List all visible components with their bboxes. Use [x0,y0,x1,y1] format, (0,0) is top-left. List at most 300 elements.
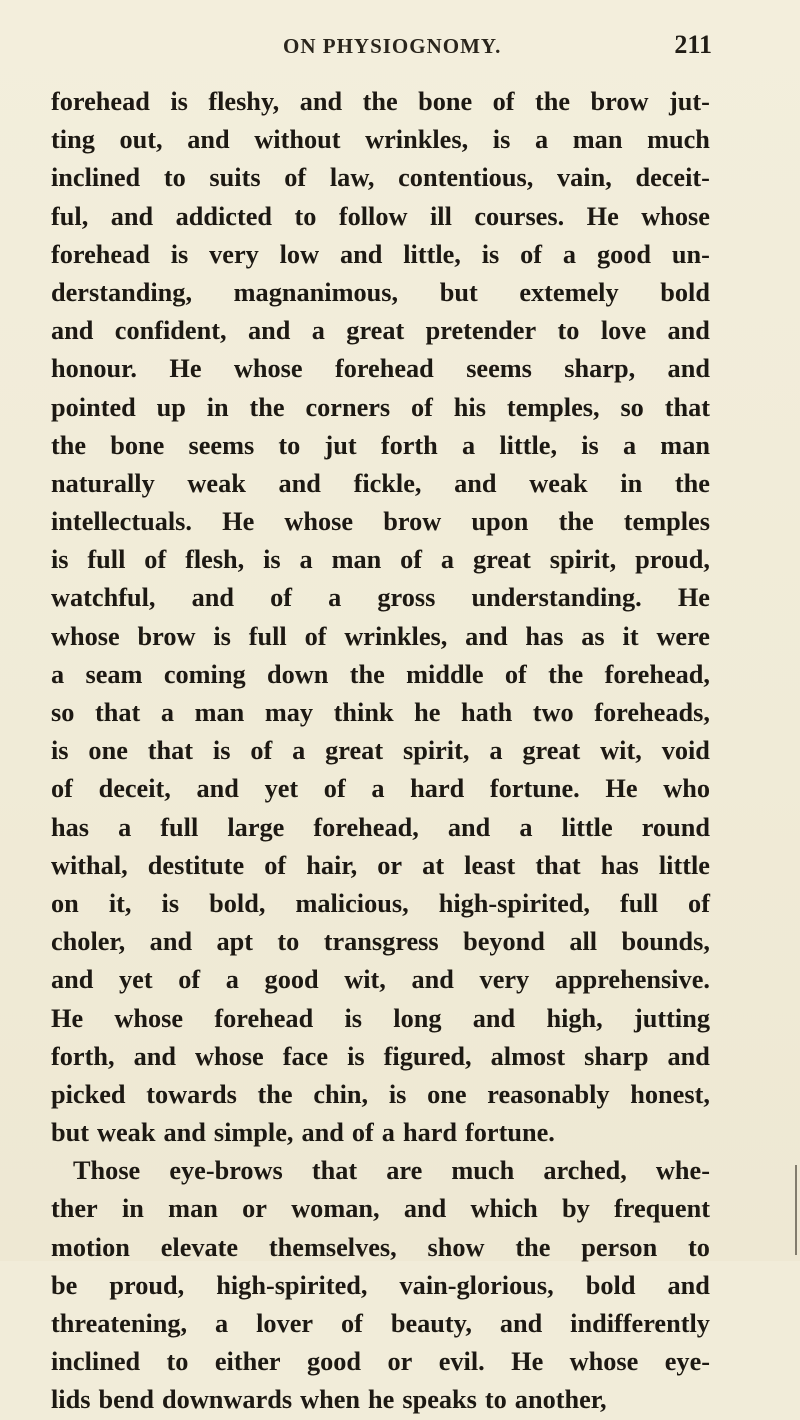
word: great [522,736,581,766]
word: ting [51,125,95,155]
word: void [661,736,710,766]
word: round [641,812,710,842]
word: he [414,698,441,727]
word: that [94,698,141,727]
page-number: 211 [674,30,712,59]
word: pretender [425,316,537,346]
word: vain, [556,163,612,193]
word: lids [51,1385,91,1415]
word: bold [660,277,710,307]
word: He [51,1003,84,1033]
word: bone [110,430,165,460]
word: the [51,430,87,460]
word: forehead [214,1003,314,1033]
word: and [149,927,193,957]
word: elevate [160,1232,239,1262]
word: wit, [344,965,386,995]
word: bounds, [621,927,710,957]
word: bold [585,1270,636,1300]
word: on [51,888,79,918]
word: hair, [306,850,358,880]
word: arched, [543,1156,627,1186]
word: courses. [474,201,565,231]
word: little, [499,430,558,460]
word: is [263,545,281,575]
word: full [620,888,658,918]
word: forehead, [313,812,419,842]
text-line [51,1114,710,1152]
word: deceit, [98,774,171,804]
word: magnanimous, [233,277,399,307]
word: of [340,1309,363,1338]
word: jut [324,430,357,460]
word: yet [119,965,153,995]
word: and [110,201,154,231]
word: and [299,87,343,116]
word: choler, [51,927,126,957]
word: a [311,316,325,346]
word: whose [114,1003,184,1033]
word: a [160,698,174,727]
word: of [504,659,527,689]
word: whose [195,1041,264,1071]
word: law, [329,163,375,193]
word: and [247,316,291,346]
word: He [511,1347,544,1377]
word: threatening, [51,1309,188,1338]
word: high, [546,1003,603,1033]
text-line [51,1343,710,1381]
word: good [264,965,319,995]
word: honest, [630,1079,710,1109]
text-line [51,1190,710,1228]
word: be [51,1270,78,1300]
word: wit, [600,736,642,766]
word: or [377,850,403,880]
word: has [51,812,90,842]
word: is [51,545,69,575]
word: little [561,812,613,842]
word: confident, [114,316,227,346]
word: and [403,1194,447,1224]
word: up [156,392,186,422]
word: of [492,87,515,116]
word: contentious, [398,163,534,193]
word: show [427,1232,485,1262]
word: whose [284,507,354,537]
word: eye-brows [169,1156,283,1186]
word: ill [429,201,452,231]
word: temples, [506,392,600,422]
word: brow [137,621,196,651]
word: jutting [634,1003,710,1033]
text-line [51,389,710,427]
word: and [667,316,710,346]
word: full [248,621,287,651]
word: to [484,1385,507,1415]
word: spirit, [549,545,617,575]
word: the [558,507,594,537]
word: love [600,316,647,346]
text-line [51,732,710,770]
word: is [581,430,599,460]
word: full [160,812,199,842]
word: great [472,545,531,575]
word: as [581,621,605,651]
word: may [264,698,314,727]
word: to [277,927,300,957]
word: that [147,736,194,766]
word: eye- [664,1347,710,1377]
text-line [51,198,710,236]
word: person [581,1232,658,1262]
word: frequent [614,1194,710,1224]
word: yet [264,774,299,804]
word: forehead [51,87,150,116]
word: simple, [213,1118,294,1148]
word: a [381,1118,395,1148]
word: pointed [51,392,136,422]
word: and [667,1041,710,1071]
word: a [118,812,132,842]
text-line [51,121,710,159]
text-line [51,236,710,274]
word: of [51,774,73,804]
word: forth, [51,1041,115,1071]
word: to [163,163,186,193]
word: without [254,125,341,155]
word: a [462,430,476,460]
word: is [347,1041,365,1071]
word: bold, [209,888,266,918]
word: is [213,621,231,651]
word: which [470,1194,538,1224]
word: woman, [291,1194,380,1224]
word: man [331,545,382,575]
word: whose [641,201,710,231]
word: reasonably [487,1079,610,1109]
word: so [51,698,75,727]
word: is [170,239,189,269]
word: and [472,1003,516,1033]
word: he [368,1385,395,1415]
word: the [515,1232,551,1262]
word: destitute [147,850,245,880]
word: He [169,354,202,384]
word: of [400,545,423,575]
word: malicious, [295,888,409,918]
word: deceit- [635,163,710,193]
word: the [362,87,398,116]
word: good [596,239,652,269]
word: of [178,965,201,995]
word: is [161,888,180,918]
word: of [411,392,433,422]
text-line [51,1038,710,1076]
word: good [306,1347,362,1377]
text-line [51,694,710,732]
word: derstanding, [51,277,193,307]
word: in [620,468,643,498]
word: lover [256,1309,314,1338]
text-line [51,503,710,541]
word: sharp, [564,354,636,384]
word: a [562,239,577,269]
word: man [660,430,710,460]
word: little, [403,239,461,269]
word: by [561,1194,590,1224]
word: motion [51,1232,130,1262]
word: and [667,354,710,384]
word: weak [187,468,246,498]
word: to [278,430,301,460]
text-line [51,1267,710,1305]
word: honour. [51,354,138,384]
text-line [51,427,710,465]
word: transgress [323,927,439,957]
word: but [439,277,478,307]
text-line [51,618,710,656]
word: much [647,125,710,155]
word: of [264,850,287,880]
word: of [351,1118,374,1148]
word: is [344,1003,363,1033]
word: large [227,812,285,842]
word: un- [671,239,710,269]
word: when [300,1385,361,1415]
word: weak [529,468,588,498]
word: and [339,239,383,269]
word: fortune. [489,774,580,804]
word: addicted [175,201,273,231]
word: proud, [109,1270,185,1300]
word: hard [410,774,465,804]
word: who [663,774,710,804]
word: corners [305,392,391,422]
word: either [214,1347,281,1377]
word: and [51,316,94,346]
word: intellectuals. [51,507,192,537]
word: and [133,1041,176,1071]
word: and [301,1118,344,1148]
word: his [453,392,486,422]
word: least [464,850,516,880]
word: but [51,1118,90,1148]
word: low [279,239,320,269]
text-line [51,809,710,847]
word: and [51,965,94,995]
word: and [278,468,321,498]
text-line [51,1229,710,1267]
word: weak [97,1118,156,1148]
text-line [51,1381,710,1419]
page-edge-mark [795,1165,797,1255]
word: and [499,1309,543,1338]
word: the [257,1079,293,1109]
word: seam [85,659,143,689]
running-title: ON PHYSIOGNOMY. [283,34,502,58]
word: bone [418,87,473,116]
word: the [548,659,584,689]
word: a [225,965,239,995]
word: two [532,698,574,727]
word: forehead, [604,659,710,689]
word: man [572,125,623,155]
word: watchful, [51,583,156,613]
word: whose [569,1347,639,1377]
text-line [51,885,710,923]
word: and [196,774,239,804]
word: fickle, [353,468,422,498]
word: Those [73,1156,141,1186]
word: of [250,736,273,766]
word: of [520,239,543,269]
word: middle [406,659,484,689]
word: and [447,812,491,842]
word: is [388,1079,407,1109]
word: a [215,1309,229,1338]
word: little [658,850,710,880]
word: wrinkles, [365,125,469,155]
word: has [525,621,564,651]
word: suits [209,163,261,193]
word: of [270,583,292,613]
word: a [299,545,313,575]
word: almost [490,1041,566,1071]
word: proud, [635,545,710,575]
word: in [121,1194,144,1224]
word: a [622,430,637,460]
text-line [51,312,710,350]
text-line [51,83,710,121]
word: full [87,545,126,575]
word: a [51,659,65,689]
word: forth [380,430,438,460]
word: flesh, [185,545,245,575]
word: very [209,239,259,269]
word: whose [51,621,120,651]
word: brow [383,507,442,537]
word: man [194,698,245,727]
word: think [333,698,394,727]
word: inclined [51,1347,141,1377]
word: He [605,774,638,804]
text-line [51,274,710,312]
text-line [51,923,710,961]
word: out, [119,125,163,155]
word: or [387,1347,413,1377]
word: chin, [313,1079,369,1109]
text-line [51,1152,710,1190]
word: vain-glorious, [399,1270,554,1300]
word: of [144,545,167,575]
word: He [586,201,619,231]
word: fortune. [465,1118,555,1148]
word: much [451,1156,515,1186]
word: downwards [162,1385,293,1415]
word: has [600,850,639,880]
body-text [51,83,710,1420]
word: is [212,736,231,766]
word: upon [471,507,529,537]
text-line [51,159,710,197]
word: man [168,1194,218,1224]
word: a [489,736,503,766]
word: it, [108,888,132,918]
word: understanding. [471,583,642,613]
word: a [519,812,533,842]
word: spirit, [402,736,470,766]
word: all [569,927,598,957]
word: towards [146,1079,237,1109]
word: is [170,87,188,116]
word: jut- [668,87,710,116]
word: were [656,621,710,651]
word: high-spirited, [216,1270,368,1300]
text-line [51,847,710,885]
word: inclined [51,163,141,193]
text-line [51,579,710,617]
word: whe- [655,1156,710,1186]
word: forehead [51,239,150,269]
word: temples [623,507,710,537]
word: withal, [51,850,128,880]
text-line [51,350,710,388]
text-line [51,1076,710,1114]
word: the [674,468,710,498]
word: hard [402,1118,458,1148]
word: forehead [334,354,434,384]
text-line [51,770,710,808]
word: is [51,736,69,766]
text-line [51,656,710,694]
word: is [481,239,500,269]
word: He [677,583,710,613]
word: a [440,545,455,575]
word: beyond [463,927,545,957]
word: speaks [402,1385,477,1415]
word: wrinkles, [344,621,448,651]
word: is [492,125,511,155]
text-line [51,465,710,503]
word: themselves, [268,1232,397,1262]
word: or [242,1194,267,1224]
word: that [311,1156,358,1186]
word: to [294,201,317,231]
word: long [393,1003,442,1033]
text-line [51,541,710,579]
word: and [163,1118,206,1148]
text-line [51,961,710,999]
word: a [292,736,306,766]
word: sharp [584,1041,649,1071]
word: coming [163,659,246,689]
word: indifferently [570,1309,710,1338]
word: and [454,468,497,498]
word: figured, [383,1041,472,1071]
running-head [0,30,800,68]
word: down [266,659,329,689]
word: a [328,583,342,613]
word: gross [377,583,436,613]
word: of [284,163,307,193]
word: fleshy, [208,87,280,116]
word: one [427,1079,467,1109]
word: a [371,774,385,804]
word: evil. [438,1347,485,1377]
word: very [479,965,530,995]
word: and [187,125,230,155]
